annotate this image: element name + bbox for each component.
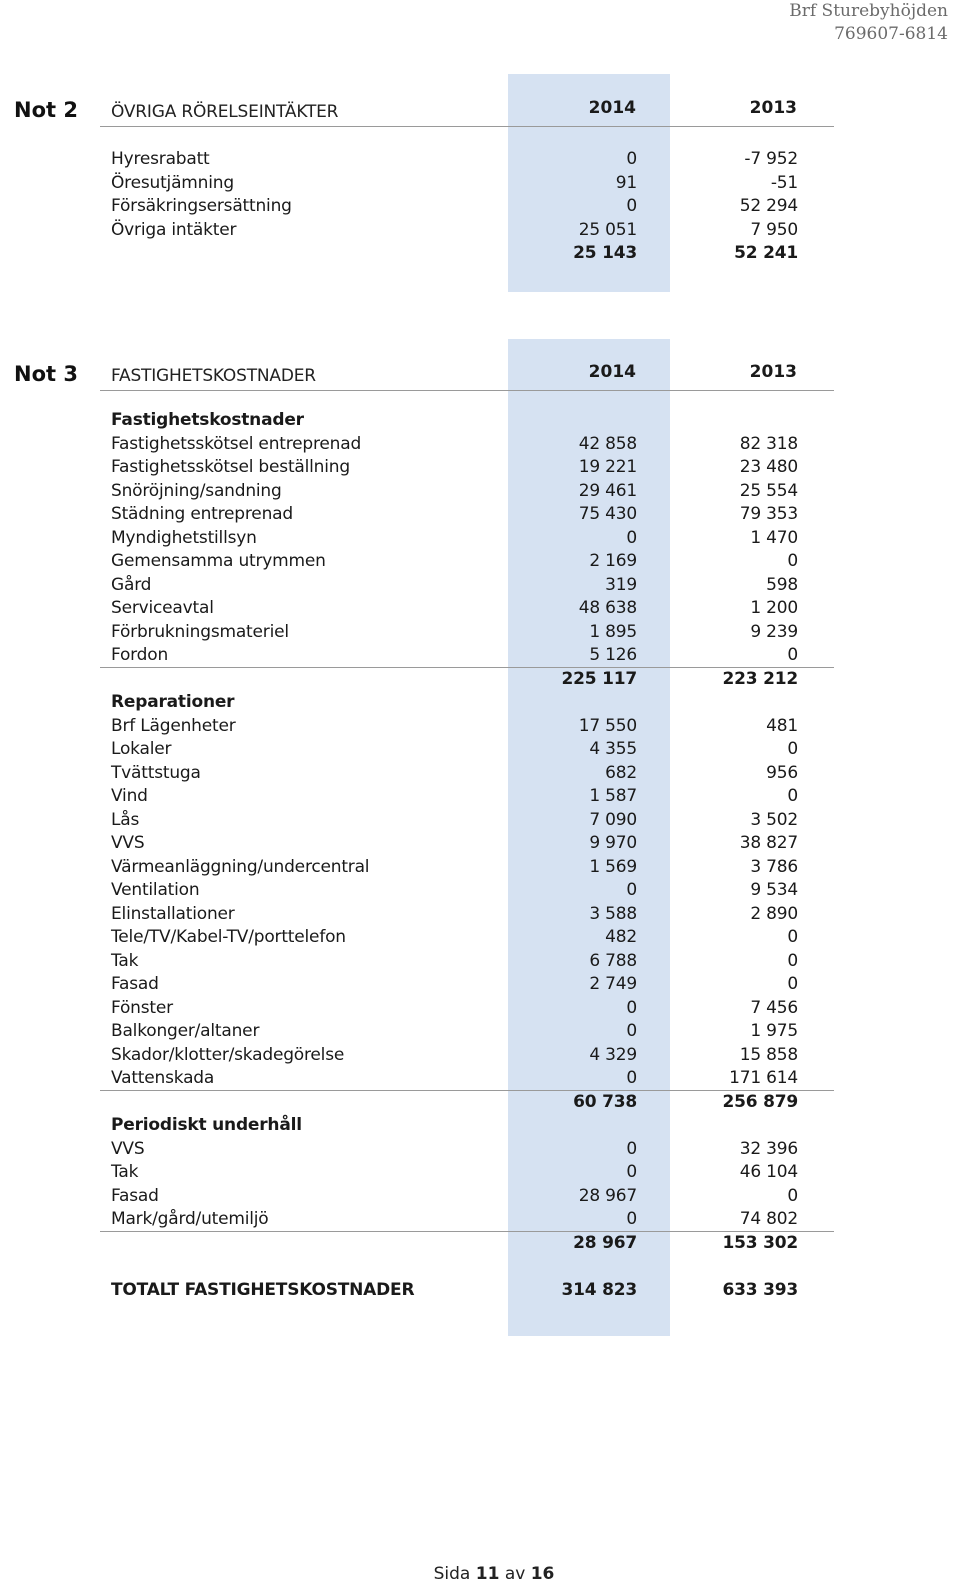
- note2-total-row-value-2014: 25 143: [573, 243, 637, 263]
- note3-row-value-2013: 7 456: [750, 997, 798, 1018]
- note2-row-label: Hyresrabatt: [111, 149, 210, 169]
- note3-row-value-2013: 956: [766, 762, 798, 783]
- note3-row-value-2014: 2 749: [589, 974, 637, 994]
- note3-row-label: Vattenskada: [111, 1068, 215, 1088]
- note3-row-label: Mark/gård/utemiljö: [111, 1209, 269, 1229]
- note3-row-value-2013: 171 614: [729, 1068, 798, 1088]
- note3-row-label: Förbrukningsmateriel: [111, 621, 289, 642]
- note3-row-label: Lås: [111, 809, 140, 830]
- note3-subtotal-row: [111, 668, 801, 691]
- note2-row-value-2014: 25 051: [578, 219, 637, 240]
- note3-row-label: Städning entreprenad: [111, 504, 293, 524]
- note3-subtotal-row-value-2014: 225 117: [561, 668, 637, 689]
- note3-row-label: Tvättstuga: [111, 762, 201, 783]
- note3-row: [111, 926, 801, 949]
- note2-label: Not 2: [14, 98, 78, 122]
- note3-section-title-label: Reparationer: [111, 692, 235, 712]
- note3-row: [111, 832, 801, 855]
- note3-row-label: Vind: [111, 786, 148, 806]
- note3-row-value-2014: 1 569: [589, 856, 637, 877]
- note3-row-value-2013: 0: [787, 739, 798, 759]
- note2-row-label: Försäkringsersättning: [111, 196, 292, 216]
- note3-grand-total-row-label: TOTALT FASTIGHETSKOSTNADER: [111, 1279, 415, 1300]
- note3-row: [111, 527, 801, 550]
- note2-header-divider: [100, 126, 834, 127]
- note3-row-label: Tele/TV/Kabel-TV/porttelefon: [111, 927, 346, 947]
- note3-row-value-2014: 28 967: [578, 1185, 637, 1206]
- note3-row-value-2013: 481: [766, 715, 798, 736]
- note3-row-label: Ventilation: [111, 880, 200, 900]
- note3-row-label: Serviceavtal: [111, 598, 214, 618]
- note3-subtotal-row-value-2013: 223 212: [722, 668, 798, 689]
- note3-row-label: Fordon: [111, 645, 169, 665]
- footer-page-number: 11: [475, 1564, 500, 1584]
- note3-row-value-2014: 19 221: [578, 457, 637, 477]
- note3-row-value-2013: 1 975: [750, 1021, 798, 1041]
- note2-total-row-value-2013: 52 241: [734, 243, 798, 263]
- note3-subtotal-row: [111, 1091, 801, 1114]
- note3-section-title: [111, 691, 801, 714]
- note3-row-label: Myndighetstillsyn: [111, 527, 257, 548]
- note3-row-value-2013: 1 200: [750, 598, 798, 618]
- note3-row-value-2013: 15 858: [739, 1044, 798, 1065]
- note3-row-value-2014: 682: [605, 762, 637, 783]
- organization-number: 769607-6814: [834, 24, 948, 44]
- note3-row: [111, 856, 801, 879]
- note3-row-label: Tak: [111, 950, 139, 971]
- note3-row-label: Fastighetsskötsel beställning: [111, 457, 350, 477]
- note3-row-value-2014: 0: [626, 1138, 637, 1159]
- note3-section-title: [111, 409, 801, 432]
- note3-section-title-label: Fastighetskostnader: [111, 410, 304, 430]
- note3-row: [111, 1044, 801, 1067]
- note3-row-value-2014: 2 169: [589, 551, 637, 571]
- note2-row-value-2014: 0: [626, 149, 637, 169]
- note3-row-value-2014: 319: [605, 574, 637, 595]
- note3-subtotal-row-value-2014: 60 738: [573, 1091, 637, 1112]
- note3-row-label: Lokaler: [111, 739, 172, 759]
- note2-year-2013: 2013: [749, 98, 797, 118]
- note3-row-value-2013: 3 786: [750, 856, 798, 877]
- note3-row-value-2013: 9 239: [750, 621, 798, 642]
- note3-row-label: Tak: [111, 1162, 139, 1182]
- note2-row: [111, 172, 801, 195]
- note3-row-value-2013: 0: [787, 551, 798, 571]
- note3-row-label: Fastighetsskötsel entreprenad: [111, 433, 362, 454]
- note3-row-value-2013: 2 890: [750, 903, 798, 924]
- note2-row-label: Övriga intäkter: [111, 219, 237, 240]
- note3-row-label: Värmeanläggning/undercentral: [111, 856, 370, 877]
- note3-row-label: Snöröjning/sandning: [111, 480, 282, 501]
- note3-row-value-2013: 74 802: [739, 1209, 798, 1229]
- note3-row-label: Skador/klotter/skadegörelse: [111, 1044, 345, 1065]
- note3-row-label: Balkonger/altaner: [111, 1021, 260, 1041]
- note3-row: [111, 738, 801, 761]
- note3-row-label: Fasad: [111, 974, 159, 994]
- note3-row-value-2014: 0: [626, 880, 637, 900]
- note2-total-row: [111, 242, 801, 265]
- note3-row: [111, 715, 801, 738]
- note2-row-value-2013: 7 950: [750, 219, 798, 240]
- note2-row: [111, 195, 801, 218]
- note2-heading: ÖVRIGA RÖRELSEINTÄKTER: [111, 102, 339, 122]
- note3-row-value-2014: 0: [626, 1162, 637, 1182]
- note3-subtotal-row: [111, 1232, 801, 1255]
- note3-row-value-2014: 482: [605, 927, 637, 947]
- note3-row-value-2014: 0: [626, 1068, 637, 1088]
- note3-row-label: Gård: [111, 574, 152, 595]
- note3-grand-total-row-value-2014: 314 823: [561, 1279, 637, 1300]
- note3-row-value-2014: 0: [626, 1021, 637, 1041]
- footer-middle: av: [504, 1564, 526, 1584]
- note3-row-value-2014: 42 858: [578, 433, 637, 454]
- note3-row-value-2013: 23 480: [739, 457, 798, 477]
- note3-grand-total-row: [111, 1279, 801, 1302]
- note3-row-value-2013: 82 318: [739, 433, 798, 454]
- note3-row-value-2014: 6 788: [589, 950, 637, 971]
- note3-row-value-2014: 29 461: [578, 480, 637, 501]
- note3-row-value-2014: 4 355: [589, 739, 637, 759]
- note3-row-value-2013: 38 827: [739, 833, 798, 853]
- note2-row-label: Öresutjämning: [111, 172, 234, 193]
- note3-row-value-2014: 4 329: [589, 1044, 637, 1065]
- note3-year-2014: 2014: [588, 362, 636, 382]
- note3-row-label: Brf Lägenheter: [111, 715, 236, 736]
- note3-row-label: Gemensamma utrymmen: [111, 551, 326, 571]
- note3-row-label: VVS: [111, 833, 145, 853]
- note3-row-value-2013: 46 104: [739, 1162, 798, 1182]
- note3-row: [111, 433, 801, 456]
- note3-row-value-2013: 0: [787, 927, 798, 947]
- footer-total-pages: 16: [530, 1564, 555, 1584]
- note3-row: [111, 550, 801, 573]
- note3-row-value-2014: 5 126: [589, 645, 637, 665]
- note3-row-value-2014: 0: [626, 1209, 637, 1229]
- note3-row: [111, 1208, 801, 1231]
- note2-row: [111, 148, 801, 171]
- note3-row-label: VVS: [111, 1138, 145, 1159]
- organization-name: Brf Sturebyhöjden: [789, 1, 948, 21]
- note3-row-value-2013: 598: [766, 574, 798, 595]
- note3-row-value-2013: 25 554: [739, 480, 798, 501]
- note2-row-value-2014: 91: [615, 172, 637, 193]
- footer-prefix: Sida: [433, 1564, 471, 1584]
- note3-row-value-2013: 9 534: [750, 880, 798, 900]
- note2-row-value-2014: 0: [626, 196, 637, 216]
- note3-row-label: Elinstallationer: [111, 903, 235, 924]
- note3-row: [111, 597, 801, 620]
- note3-header-divider: [100, 390, 834, 391]
- note3-row: [111, 574, 801, 597]
- note3-grand-total-row-value-2013: 633 393: [722, 1279, 798, 1300]
- note3-row-value-2014: 3 588: [589, 903, 637, 924]
- note3-row: [111, 644, 801, 667]
- note3-row-value-2013: 0: [787, 950, 798, 971]
- note3-row-value-2014: 48 638: [578, 598, 637, 618]
- note3-row-value-2014: 9 970: [589, 833, 637, 853]
- note3-row-value-2013: 0: [787, 974, 798, 994]
- note3-row-value-2014: 1 895: [589, 621, 637, 642]
- note2-row-value-2013: 52 294: [739, 196, 798, 216]
- note3-row-value-2014: 0: [626, 527, 637, 548]
- note3-row: [111, 903, 801, 926]
- note3-row: [111, 1185, 801, 1208]
- note3-row: [111, 456, 801, 479]
- note3-row: [111, 1161, 801, 1184]
- note3-row: [111, 1067, 801, 1090]
- note3-subtotal-row-value-2013: 153 302: [722, 1232, 798, 1253]
- page-footer: [0, 1564, 960, 1584]
- note3-row: [111, 480, 801, 503]
- note2-row-value-2013: -7 952: [744, 149, 798, 169]
- note3-row: [111, 997, 801, 1020]
- note3-row: [111, 762, 801, 785]
- note3-row: [111, 785, 801, 808]
- note3-row-label: Fönster: [111, 997, 173, 1018]
- note3-row: [111, 1020, 801, 1043]
- page-header: [789, 0, 948, 46]
- note3-row-value-2014: 7 090: [589, 809, 637, 830]
- note3-subtotal-row-value-2014: 28 967: [573, 1232, 637, 1253]
- note3-row-value-2014: 17 550: [578, 715, 637, 736]
- note2-year-2014: 2014: [588, 98, 636, 118]
- note3-row: [111, 973, 801, 996]
- note2-row-value-2013: -51: [770, 172, 798, 193]
- note3-row: [111, 950, 801, 973]
- note3-row: [111, 809, 801, 832]
- note3-row-value-2013: 0: [787, 1185, 798, 1206]
- note3-row: [111, 621, 801, 644]
- note3-row-value-2013: 3 502: [750, 809, 798, 830]
- note3-row-value-2013: 79 353: [739, 504, 798, 524]
- note3-section-title-label: Periodiskt underhåll: [111, 1115, 302, 1135]
- note3-row-value-2013: 32 396: [739, 1138, 798, 1159]
- note3-row: [111, 1138, 801, 1161]
- note2-row: [111, 219, 801, 242]
- note3-row-value-2013: 1 470: [750, 527, 798, 548]
- note3-row-value-2014: 1 587: [589, 786, 637, 806]
- note3-label: Not 3: [14, 362, 78, 386]
- note3-year-2013: 2013: [749, 362, 797, 382]
- note3-row: [111, 503, 801, 526]
- note3-row-value-2013: 0: [787, 786, 798, 806]
- note3-row-value-2014: 75 430: [578, 504, 637, 524]
- note3-row-value-2014: 0: [626, 997, 637, 1018]
- note3-section-title: [111, 1114, 801, 1137]
- note3-row-value-2013: 0: [787, 645, 798, 665]
- note3-subtotal-row-value-2013: 256 879: [722, 1091, 798, 1112]
- note3-heading: FASTIGHETSKOSTNADER: [111, 366, 316, 386]
- note3-row: [111, 879, 801, 902]
- note3-row-label: Fasad: [111, 1185, 159, 1206]
